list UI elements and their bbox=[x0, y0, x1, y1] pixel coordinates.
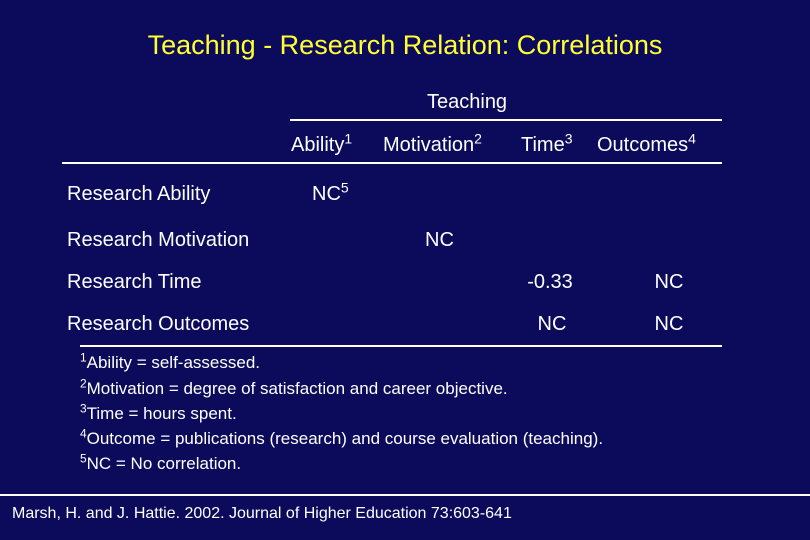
cell-motivation-motivation: NC bbox=[425, 229, 454, 251]
cell-time-time: -0.33 bbox=[527, 271, 573, 293]
teaching-group-header: Teaching bbox=[427, 91, 508, 113]
footnote-1: $^1$Ability = self-assessed. bbox=[80, 350, 261, 372]
footnote-4: $^4$Outcome = publications (research) and course evaluation (teaching). bbox=[80, 426, 604, 448]
row-label-research-ability: Research Ability bbox=[67, 183, 211, 205]
footnote-3: $^3$Time = hours spent. bbox=[80, 401, 237, 423]
citation-rule bbox=[0, 494, 810, 496]
cell-ability-ability: $NC^5$ bbox=[312, 179, 349, 205]
col-header-outcomes: Outcomes$^4$ bbox=[597, 130, 696, 156]
col-header-motivation: Motivation$^2$ bbox=[383, 130, 482, 156]
cell-time-outcomes: NC bbox=[654, 271, 684, 293]
footnote-5: $^5$NC = No correlation. bbox=[80, 451, 242, 473]
row-label-research-time: Research Time bbox=[67, 271, 202, 293]
row-label-research-motivation: Research Motivation bbox=[67, 229, 250, 251]
cell-outcomes-outcomes: NC bbox=[654, 313, 684, 335]
slide-title: Teaching - Research Relation: Correlations bbox=[147, 30, 663, 60]
group-header-rule bbox=[290, 119, 722, 121]
footnote-2: $^2$Motivation = degree of satisfaction and career objective. bbox=[80, 376, 508, 398]
row-label-research-outcomes: Research Outcomes bbox=[67, 313, 250, 335]
table-bottom-rule bbox=[80, 345, 722, 347]
col-header-time: Time$^3$ bbox=[521, 130, 573, 156]
citation: Marsh, H. and J. Hattie. 2002. Journal of Higher Education 73:603-641 bbox=[12, 505, 512, 522]
col-header-ability: Ability$^1$ bbox=[291, 130, 353, 156]
cell-outcomes-time: NC bbox=[537, 313, 567, 335]
header-rule bbox=[62, 162, 722, 164]
